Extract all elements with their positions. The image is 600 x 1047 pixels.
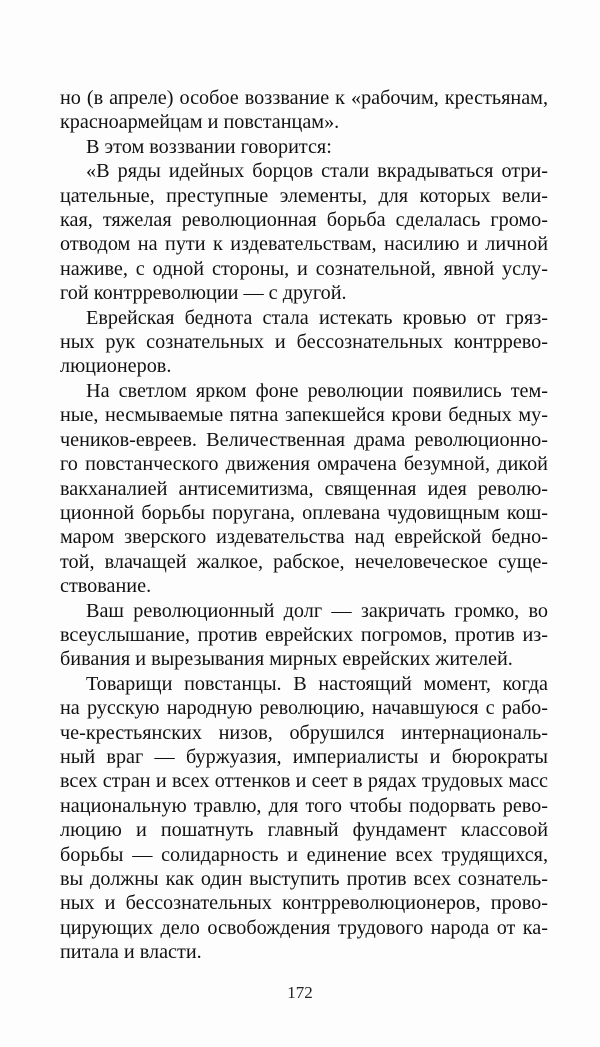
- text-line: люционеров.: [60, 355, 172, 378]
- paragraph: [60, 159, 548, 305]
- text-line: вакханалией антисемитизма, священная идея револю-: [60, 477, 548, 500]
- text-line: красноармейцам и повстанцам».: [60, 111, 340, 134]
- text-line: маром зверского издевательства над еврейской бедно-: [60, 526, 548, 549]
- text-line: цирующих дело освобождения трудового народа от ка-: [60, 916, 548, 939]
- text-line: Ваш революционный долг — закричать громко, во: [86, 599, 548, 622]
- text-line: Еврейская беднота стала истекать кровью от гряз-: [86, 306, 548, 329]
- text-line: На светлом ярком фоне революции появились тем-: [86, 379, 548, 402]
- text-line: ных и бессознательных контрреволюционеров, прово-: [60, 892, 548, 915]
- text-line: го повстанческого движения омрачена безумной, дикой: [60, 453, 548, 476]
- text-line: борьбы — солидарность и единение всех трудящихся,: [60, 843, 548, 866]
- text-line: питала и власти.: [60, 941, 202, 964]
- text-line: ный враг — буржуазия, империалисты и бюрократы: [60, 745, 548, 768]
- text-line: всеуслышание, против еврейских погромов, против из-: [60, 623, 548, 646]
- text-line: наживе, с одной стороны, и сознательной, явной услу-: [60, 257, 548, 280]
- text-line: кая, тяжелая революционная борьба сделалась громо-: [60, 209, 548, 232]
- paragraph: [60, 379, 548, 599]
- text-line: Товарищи повстанцы. В настоящий момент, когда: [86, 672, 548, 695]
- paragraph: [60, 599, 548, 672]
- text-line: цательные, преступные элементы, для которых вели-: [60, 184, 548, 207]
- text-line: люцию и пошатнуть главный фундамент классовой: [60, 819, 548, 842]
- text-line: В этом воззвании говорится:: [86, 135, 332, 158]
- text-line: отводом на пути к издевательствам, насилию и личной: [60, 233, 548, 256]
- text-line: бивания и вырезывания мирных еврейских жителей.: [60, 648, 513, 671]
- text-line: той, влачащей жалкое, рабское, нечеловеческое суще-: [60, 550, 548, 573]
- text-line: ствование.: [60, 575, 152, 598]
- text-line: но (в апреле) особое воззвание к «рабочим, крестьянам,: [60, 87, 548, 109]
- paragraph: [60, 306, 548, 379]
- body-text: [60, 86, 548, 965]
- text-line: «В ряды идейных борцов стали вкрадываться отри-: [86, 160, 548, 183]
- text-line: всех стран и всех оттенков и сеет в рядах трудовых масс: [60, 770, 548, 793]
- paragraph: [60, 135, 548, 159]
- text-line: ционной борьбы поругана, оплевана чудовищным кош-: [60, 501, 548, 524]
- text-line: вы должны как один выступить против всех сознатель-: [60, 868, 548, 890]
- paragraph: [60, 86, 548, 135]
- text-line: ные, несмываемые пятна запекшейся крови бедных му-: [60, 404, 548, 427]
- text-line: че-крестьянских низов, обрушился интернациональ-: [60, 721, 548, 744]
- text-line: на русскую народную революцию, начавшуюся с рабо-: [60, 697, 548, 720]
- text-line: ных рук сознательных и бессознательных контррево-: [60, 331, 548, 354]
- paragraph: [60, 672, 548, 965]
- text-line: чеников-евреев. Величественная драма революционно-: [60, 428, 548, 451]
- text-line: гой контрреволюции — с другой.: [60, 282, 347, 305]
- page-number: 172: [287, 983, 313, 1002]
- text-line: национальную травлю, для того чтобы подорвать рево-: [60, 794, 548, 817]
